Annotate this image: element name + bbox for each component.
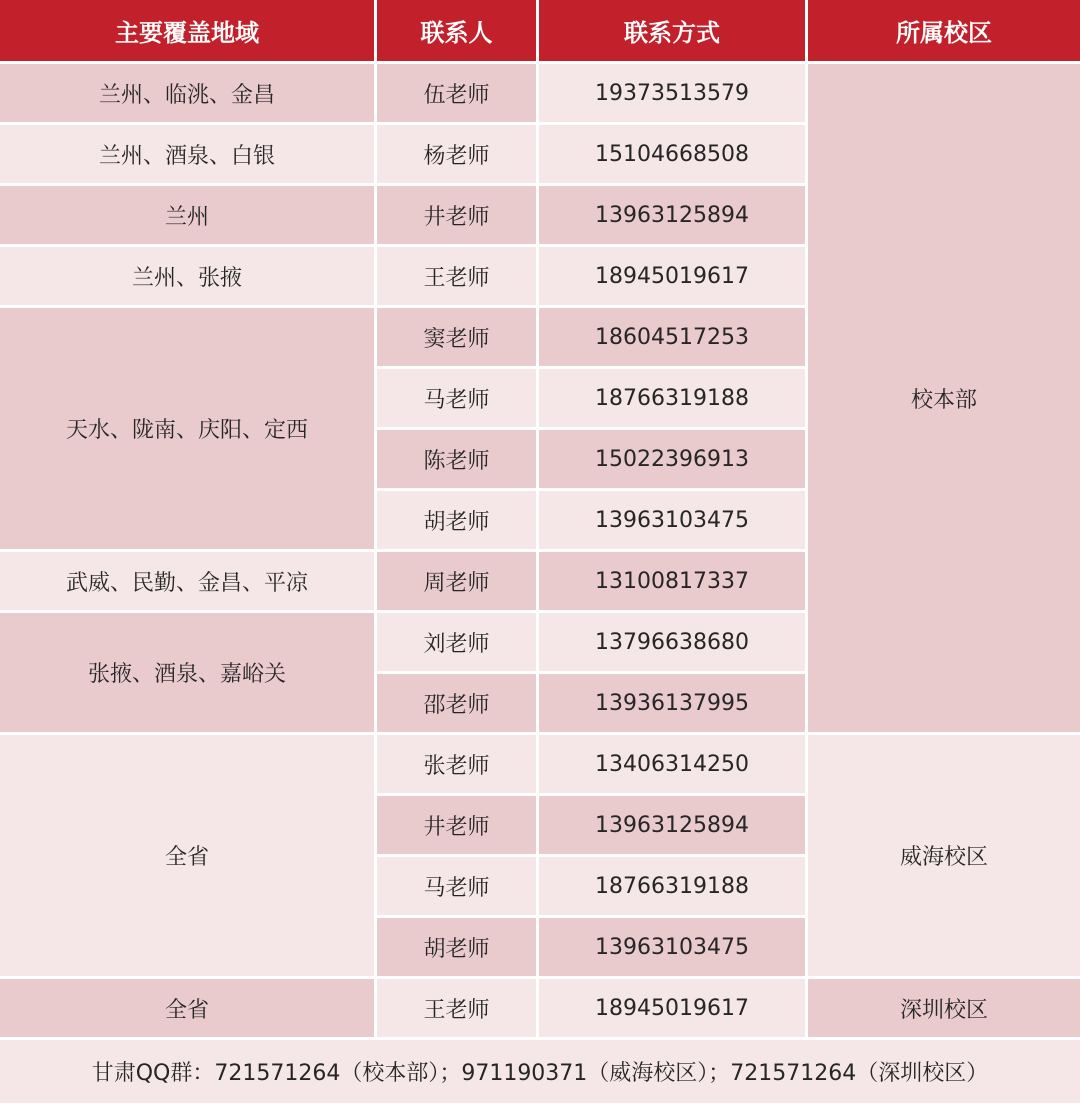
qq-group-note: 甘肃QQ群：721571264（校本部）；971190371（威海校区）；721571264（深圳校区） [0, 1040, 1080, 1103]
phone-cell: 13100817337 [539, 552, 808, 613]
contact-name-cell: 窦老师 [377, 308, 539, 369]
contact-name-cell: 井老师 [377, 796, 539, 857]
phone-cell: 18945019617 [539, 247, 808, 308]
header-region: 主要覆盖地域 [0, 0, 377, 64]
table-header-row [0, 0, 1080, 64]
phone-cell: 18945019617 [539, 979, 808, 1040]
contact-name-cell: 王老师 [377, 247, 539, 308]
region-cell: 天水、陇南、庆阳、定西 [0, 308, 377, 552]
contact-name-cell: 胡老师 [377, 491, 539, 552]
campus-cell-shenzhen: 深圳校区 [808, 979, 1080, 1040]
phone-cell: 13963125894 [539, 796, 808, 857]
region-cell: 兰州、临洮、金昌 [0, 64, 377, 125]
header-contact: 联系人 [377, 0, 539, 64]
contact-name-cell: 张老师 [377, 735, 539, 796]
contact-name-cell: 井老师 [377, 186, 539, 247]
phone-cell: 15104668508 [539, 125, 808, 186]
table-row [0, 979, 1080, 1040]
contact-name-cell: 刘老师 [377, 613, 539, 674]
region-cell: 兰州、张掖 [0, 247, 377, 308]
region-cell: 兰州、酒泉、白银 [0, 125, 377, 186]
region-cell: 全省 [0, 735, 377, 979]
campus-cell-main: 校本部 [808, 64, 1080, 735]
phone-cell: 19373513579 [539, 64, 808, 125]
phone-cell: 18766319188 [539, 857, 808, 918]
table-row [0, 64, 1080, 125]
campus-cell-weihai: 威海校区 [808, 735, 1080, 979]
contact-name-cell: 马老师 [377, 857, 539, 918]
header-phone: 联系方式 [539, 0, 808, 64]
phone-cell: 13796638680 [539, 613, 808, 674]
phone-cell: 13936137995 [539, 674, 808, 735]
region-cell: 全省 [0, 979, 377, 1040]
phone-cell: 13963125894 [539, 186, 808, 247]
region-cell: 张掖、酒泉、嘉峪关 [0, 613, 377, 735]
contact-name-cell: 杨老师 [377, 125, 539, 186]
contact-name-cell: 胡老师 [377, 918, 539, 979]
phone-cell: 13406314250 [539, 735, 808, 796]
region-cell: 兰州 [0, 186, 377, 247]
contact-name-cell: 王老师 [377, 979, 539, 1040]
phone-cell: 18604517253 [539, 308, 808, 369]
contact-name-cell: 陈老师 [377, 430, 539, 491]
footer-row [0, 1040, 1080, 1103]
contact-name-cell: 伍老师 [377, 64, 539, 125]
phone-cell: 18766319188 [539, 369, 808, 430]
phone-cell: 13963103475 [539, 491, 808, 552]
contact-name-cell: 邵老师 [377, 674, 539, 735]
phone-cell: 15022396913 [539, 430, 808, 491]
contact-name-cell: 马老师 [377, 369, 539, 430]
contact-name-cell: 周老师 [377, 552, 539, 613]
table-row [0, 735, 1080, 796]
header-campus: 所属校区 [808, 0, 1080, 64]
region-cell: 武威、民勤、金昌、平凉 [0, 552, 377, 613]
phone-cell: 13963103475 [539, 918, 808, 979]
